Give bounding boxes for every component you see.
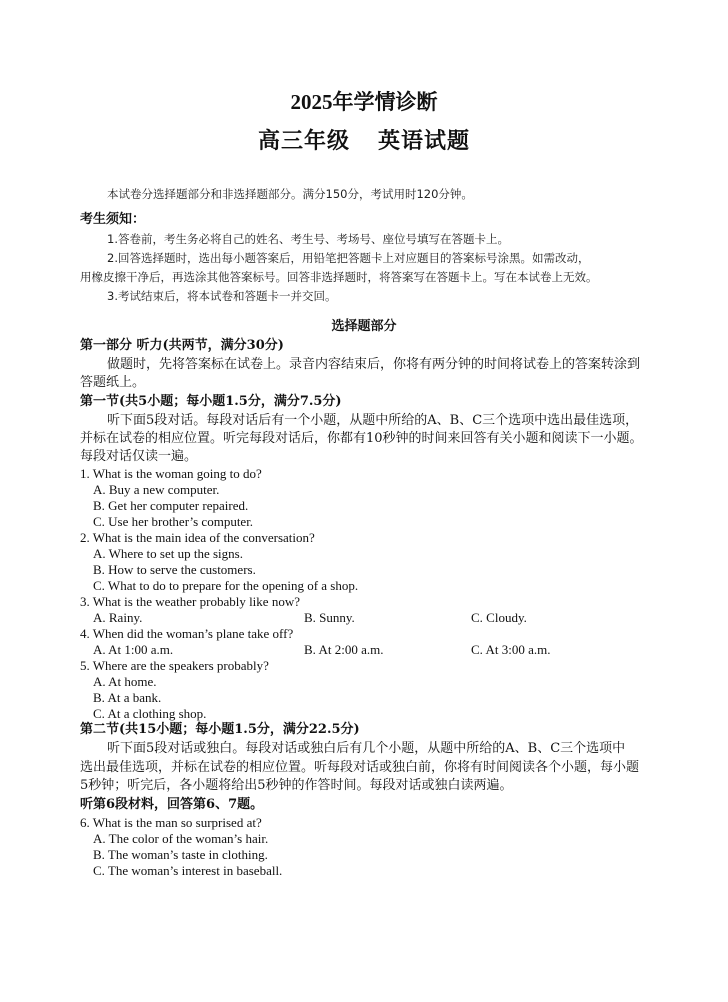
question-1-option-b: B. Get her computer repaired. xyxy=(93,498,249,513)
question-2-option-b: B. How to serve the customers. xyxy=(93,562,256,577)
section1-desc-line3: 每段对话仅读一遍。 xyxy=(80,449,198,464)
question-1-stem: 1. What is the woman going to do? xyxy=(80,466,262,481)
question-2-option-c: C. What to do to prepare for the opening of a shop. xyxy=(93,578,359,593)
question-4-option-c: C. At 3:00 a.m. xyxy=(471,642,551,657)
grade-label: 高三年级 xyxy=(257,128,350,153)
material-6-heading: 听第6段材料，回答第6、7题。 xyxy=(80,797,264,812)
notice-item-1: 1.答卷前，考生务必将自己的姓名、考生号、考场号、座位号填写在答题卡上。 xyxy=(107,232,509,246)
question-3-option-b: B. Sunny. xyxy=(304,610,355,625)
part1-desc-line1: 做题时，先将答案标在试卷上。录音内容结束后，你将有两分钟的时间将试卷上的答案转涂到 xyxy=(107,357,641,372)
section1-desc-line1: 听下面5段对话。每段对话后有一个小题，从题中所给的A、B、C三个选项中选出最佳选项， xyxy=(107,413,639,428)
question-3-stem: 3. What is the weather probably like now? xyxy=(80,594,300,609)
question-5-option-b: B. At a bank. xyxy=(93,690,162,705)
question-6-option-c: C. The woman’s interest in baseball. xyxy=(93,863,283,878)
section1-heading: 第一节(共5小题；每小题1.5分，满分7.5分) xyxy=(80,394,342,409)
question-1-option-c: C. Use her brother’s computer. xyxy=(93,514,254,529)
section1-desc-line2: 并标在试卷的相应位置。听完每段对话后，你都有10秒钟的时间来回答有关小题和阅读下一小题。 xyxy=(80,431,643,446)
question-4-stem: 4. When did the woman’s plane take off? xyxy=(80,626,294,641)
section2-desc-line2: 选出最佳选项，并标在试卷的相应位置。听每段对话或独白前，你将有时间阅读各个小题，每小题 xyxy=(80,760,640,775)
notice-heading: 考生须知： xyxy=(80,212,146,227)
notice-item-2-line2: 用橡皮擦干净后，再选涂其他答案标号。回答非选择题时，将答案写在答题卡上。写在本试卷上无效。 xyxy=(80,270,598,284)
section2-heading: 第二节(共15小题；每小题1.5分，满分22.5分) xyxy=(80,722,360,737)
question-6-option-b: B. The woman’s taste in clothing. xyxy=(93,847,268,862)
question-6-option-a: A. The color of the woman’s hair. xyxy=(93,831,269,846)
notice-item-3: 3.考试结束后，将本试卷和答题卡一并交回。 xyxy=(107,289,337,303)
question-1-option-a: A. Buy a new computer. xyxy=(93,482,220,497)
section2-desc-line1: 听下面5段对话或独白。每段对话或独白后有几个小题，从题中所给的A、B、C三个选项中 xyxy=(107,741,626,756)
question-3-option-a: A. Rainy. xyxy=(93,610,143,625)
exam-title-year: 2025年学情诊断 xyxy=(290,90,438,114)
intro-text: 本试卷分选择题部分和非选择题部分。满分150分，考试用时120分钟。 xyxy=(107,187,473,201)
question-4-option-a: A. At 1:00 a.m. xyxy=(93,642,174,657)
subject-label: 英语试题 xyxy=(378,128,471,153)
part1-desc-line2: 答题纸上。 xyxy=(80,375,146,390)
section-title: 选择题部分 xyxy=(331,319,397,334)
exam-title-subject xyxy=(0,124,728,155)
section2-desc-line3: 5秒钟；听完后，各小题将给出5秒钟的作答时间。每段对话或独白读两遍。 xyxy=(80,778,513,793)
question-2-stem: 2. What is the main idea of the conversation? xyxy=(80,530,315,545)
question-2-option-a: A. Where to set up the signs. xyxy=(93,546,243,561)
question-6-stem: 6. What is the man so surprised at? xyxy=(80,815,262,830)
part1-heading: 第一部分 听力(共两节，满分30分) xyxy=(80,338,284,353)
question-5-stem: 5. Where are the speakers probably? xyxy=(80,658,269,673)
question-3-option-c: C. Cloudy. xyxy=(471,610,527,625)
question-4-option-b: B. At 2:00 a.m. xyxy=(304,642,384,657)
question-5-option-c: C. At a clothing shop. xyxy=(93,706,207,721)
notice-item-2-line1: 2.回答选择题时，选出每小题答案后，用铅笔把答题卡上对应题目的答案标号涂黑。如需改动， xyxy=(107,251,590,265)
question-5-option-a: A. At home. xyxy=(93,674,157,689)
